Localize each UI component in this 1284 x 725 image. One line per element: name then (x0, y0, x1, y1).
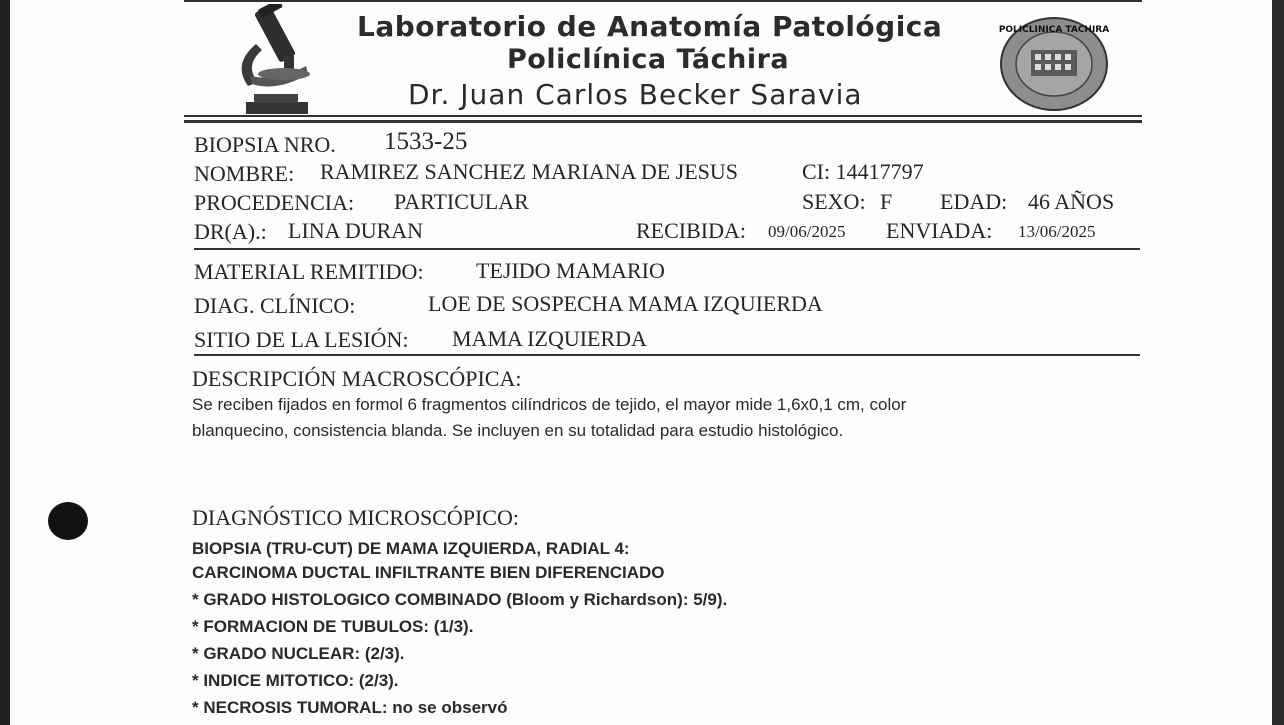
procedencia-label: PROCEDENCIA: (194, 190, 355, 215)
material-value: TEJIDO MAMARIO (476, 258, 665, 283)
punch-hole (48, 502, 88, 540)
report-page (10, 0, 1272, 725)
doctor-label: DR(A).: (194, 219, 267, 244)
sexo-label: SEXO: (802, 189, 866, 214)
header-rule-2 (184, 120, 1142, 123)
clinic-seal-icon (999, 16, 1109, 112)
patient-rule (194, 248, 1140, 250)
micro-heading: DIAGNÓSTICO MICROSCÓPICO: (192, 505, 519, 530)
micro-line: * GRADO NUCLEAR: (2/3). (192, 644, 405, 663)
micro-line: * NECROSIS TUMORAL: no se observó (192, 698, 508, 717)
edad-value: 46 AÑOS (1028, 189, 1115, 214)
micro-line: * GRADO HISTOLOGICO COMBINADO (Bloom y Richardson): 5/9). (192, 590, 728, 609)
ci-value: CI: 14417797 (802, 159, 924, 184)
scan-left-edge (0, 0, 10, 725)
enviada-label: ENVIADA: (886, 218, 993, 243)
micro-line: * FORMACION DE TUBULOS: (1/3). (192, 617, 474, 636)
doctor-name: Dr. Juan Carlos Becker Saravia (408, 78, 863, 111)
enviada-date: 13/06/2025 (1018, 222, 1096, 241)
recibida-label: RECIBIDA: (636, 218, 746, 243)
recibida-date: 09/06/2025 (768, 222, 846, 241)
diag-clinico-value: LOE DE SOSPECHA MAMA IZQUIERDA (428, 291, 823, 316)
doctor-value: LINA DURAN (288, 218, 424, 243)
clinic-name: Policlínica Táchira (507, 44, 790, 75)
nombre-label: NOMBRE: (194, 161, 295, 186)
edad-label: EDAD: (940, 189, 1008, 214)
macro-heading: DESCRIPCIÓN MACROSCÓPICA: (192, 366, 522, 391)
biopsia-label: BIOPSIA NRO. (194, 132, 336, 157)
scan-right-edge (1272, 0, 1284, 725)
header-rule-1 (184, 115, 1142, 117)
top-rule (184, 0, 1142, 2)
sitio-value: MAMA IZQUIERDA (452, 326, 647, 351)
material-label: MATERIAL REMITIDO: (194, 259, 424, 284)
clinical-rule (194, 354, 1140, 356)
macro-text-line-1: Se reciben fijados en formol 6 fragmentos cilíndricos de tejido, el mayor mide 1,6x0,1 cm, color (192, 395, 907, 414)
diag-clinico-label: DIAG. CLÍNICO: (194, 293, 356, 318)
procedencia-value: PARTICULAR (394, 189, 529, 214)
macro-text-line-2: blanquecino, consistencia blanda. Se incluyen en su totalidad para estudio histológico. (192, 421, 844, 440)
seal-text: POLICLINICA TACHIRA (999, 25, 1109, 35)
sitio-label: SITIO DE LA LESIÓN: (194, 327, 409, 352)
lab-title: Laboratorio de Anatomía Patológica (357, 10, 943, 43)
micro-line: BIOPSIA (TRU-CUT) DE MAMA IZQUIERDA, RADIAL 4: (192, 539, 630, 558)
sexo-value: F (880, 189, 893, 214)
microscope-icon (228, 4, 324, 116)
nombre-value: RAMIREZ SANCHEZ MARIANA DE JESUS (320, 159, 739, 184)
micro-line: * INDICE MITOTICO: (2/3). (192, 671, 399, 690)
biopsia-number: 1533-25 (384, 128, 468, 155)
micro-line: CARCINOMA DUCTAL INFILTRANTE BIEN DIFERENCIADO (192, 563, 665, 582)
